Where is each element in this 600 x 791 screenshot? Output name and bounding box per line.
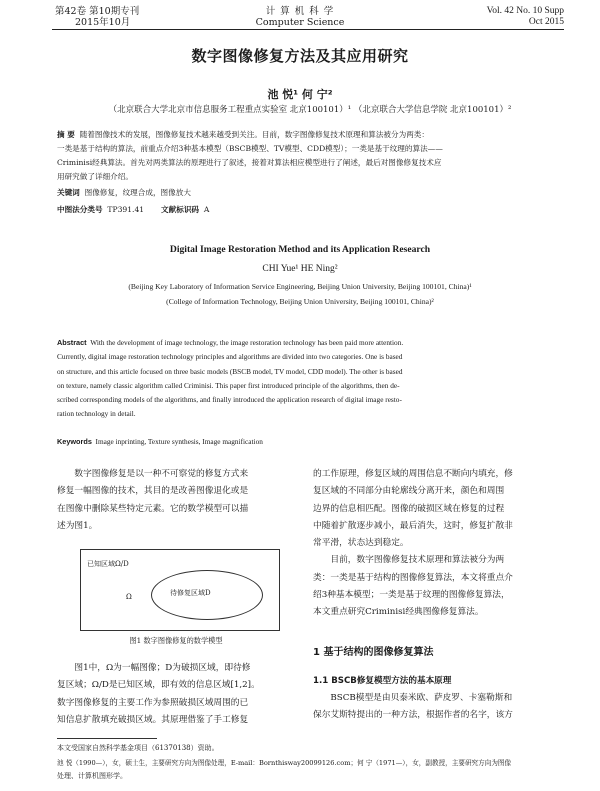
classification-cn: 中图法分类号 TP391.41 文献标识码 A [57,205,210,214]
body-line: 修复一幅图像的技术，其目的是改善图像退化或是 [57,486,249,497]
footnote-authors-cont: 处理、计算机图形学。 [57,772,127,780]
authors-en: CHI Yue¹ HE Ning² [262,264,338,274]
abstract-en-line-6: ration technology in detail. [57,409,136,419]
keywords-en: Keywords Image inprinting, Texture synthesis, Image magnification [57,437,263,446]
body-right [313,466,553,622]
abstract-en-label: Abstract [57,338,87,347]
abstract-en-line-2: Currently, digital image restoration technology principles and algorithms are divided into two categories. One is based [57,352,403,362]
keywords-cn-label: 关键词 [57,188,80,197]
abstract-cn-line-3: Criminisi经典算法。首先对两类算法的原理进行了叙述，接着对算法相应模型进行了阐述，最后对图像修复技术应 [57,158,442,167]
journal-volume: Vol. 42 No. 10 Supp [486,6,564,16]
abstract-en-line-5: scribed corresponding models of the algorithms, and finally introduced the application research of digital image resto- [57,395,402,405]
affiliation-en-2: (College of Information Technology, Beijing Union University, Beijing 100101, China)² [166,297,434,306]
abstract-cn-line-4: 用研究做了详细介绍。 [57,172,133,181]
section-1-heading: 1 基于结构的图像修复算法 [313,647,434,658]
abstract-en [57,336,549,422]
body-line: 复区域；Ω/D是已知区域，即有效的信息区域[1,2]。 [57,680,260,691]
body-line: 复区域的不同部分由轮廓线分离开来，颜色和周围 [313,486,505,497]
figure-1-caption: 图1 数字图像修复的数学模型 [129,636,223,645]
damaged-region-label: 待修复区域D [170,589,211,597]
body-line: 知信息扩散填充破损区域。其原理借鉴了手工修复 [57,714,249,725]
body-line: 数字图像修复是以一种不可察觉的修复方式来 [74,469,249,479]
body-line: 本文重点研究Criminisi经典图像修复算法。 [313,607,484,618]
figure-1 [80,549,280,631]
footnote-funding: 本文受国家自然科学基金项目（61370138）资助。 [57,744,219,752]
body-left-bottom [57,660,295,729]
omega-label: Ω [126,593,132,601]
body-line: 的工作原理，修复区域的周围信息不断向内填充，修 [313,469,513,479]
body-line: 述为图1。 [57,520,98,531]
body-line: 中随着扩散逐步减小，最后消失，这时，修复扩散非 [313,520,513,531]
journal-month: Oct 2015 [528,17,564,27]
affiliation-en-1: (Beijing Key Laboratory of Information Service Engineering, Beijing Union University, Beijing 100101, China)¹ [128,282,472,291]
body-line: 保尔艾斯特提出的一种方法，根据作者的名字，该方 [313,710,513,721]
journal-issue: 第42卷 第10期专刊 [55,6,140,17]
affiliation-cn: （北京联合大学北京市信息服务工程重点实验室 北京100101）¹ （北京联合大学信息学院 北京100101）² [108,105,512,115]
authors-cn: 池 悦¹ 何 宁² [267,88,333,101]
body-line: 在图像中删除某些特定元素。它的数学模型可以描 [57,503,249,514]
body-line: 类：一类是基于结构的图像修复算法，本文将重点介 [313,572,513,583]
body-line: 图1中，Ω为一幅图像；D为破损区域，即待修 [74,663,251,673]
body-right-bottom [313,690,553,725]
abstract-en-line-1: Abstract With the development of image technology, the image restoration technology has been paid more attention. [57,338,404,347]
paper-title-cn: 数字图像修复方法及其应用研究 [191,47,409,65]
body-line: 目前，数字图像修复技术原理和算法被分为两 [330,555,505,566]
footnote-rule [57,738,157,739]
footnote-authors: 池 悦（1990—），女，硕士生，主要研究方向为图像处理，E-mail：Bornthisway20099126.com；何 宁（1971—），女，副教授，主要研究方向为图像 [57,759,512,767]
body-line: BSCB模型是由贝泰米欧、萨皮罗、卡塞勒斯和 [330,693,513,703]
header-rule [52,29,564,30]
section-1-1-heading: 1.1 BSCB修复模型方法的基本原理 [313,676,452,686]
body-line: 绍3种基本模型；一类是基于纹理的图像修复算法， [313,590,510,601]
abstract-cn-line-1: 摘 要 随着图像技术的发展，图像修复技术越来越受到关注。目前，数字图像修复技术原理和算法被分为两类： [57,130,429,139]
paper-title-en: Digital Image Restoration Method and its Application Research [169,244,431,255]
journal-name-en: Computer Science [255,17,345,28]
journal-date: 2015年10月 [75,17,131,28]
abstract-cn-line-2: 一类是基于结构的算法，前重点介绍3种基本模型（BSCB模型、TV模型、CDD模型）；一类是基于纹理的算法—— [57,144,443,153]
known-region-label: 已知区域Ω/D [87,560,129,568]
keywords-en-label: Keywords [57,437,92,446]
body-line: 边界的信息相匹配。图像的破损区域在修复的过程 [313,503,505,514]
abstract-en-line-4: on texture, namely classic algorithm called Criminisi. This paper first introduced principle of the algorithms, then de- [57,380,400,390]
abstract-cn-label: 摘 要 [57,130,75,139]
damaged-region-ellipse [151,570,263,620]
abstract-en-line-3: on structure, and this article focused on three basic models (BSCB model, TV model, CDD model). The other is based [57,366,403,376]
journal-name-cn: 计 算 机 科 学 [265,6,335,17]
body-left-top [57,466,295,535]
body-line: 常平滑，状态达到稳定。 [313,538,409,549]
keywords-cn: 关键词 图像修复，纹理合成，图像放大 [57,188,191,197]
body-line: 数字图像修复的主要工作为参照破损区域周围的已 [57,697,249,708]
